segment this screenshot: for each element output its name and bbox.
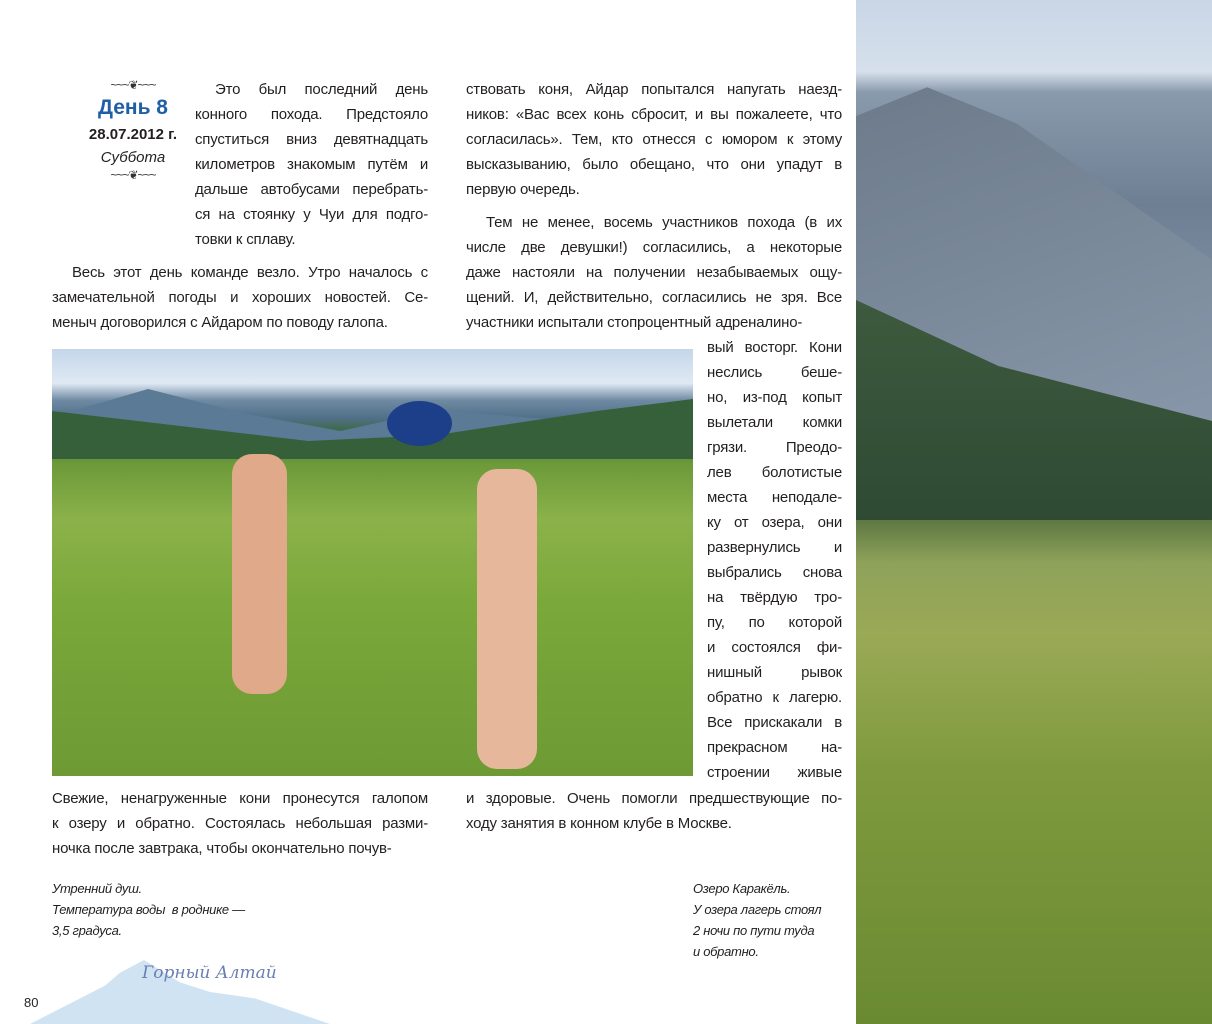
- day-title: День 8: [97, 96, 168, 119]
- text-line: конного похода. Предстояло: [195, 106, 428, 123]
- right-paragraph-1: [466, 77, 842, 202]
- right-paragraph-end: [466, 786, 842, 836]
- text-line: пу, по которой: [707, 614, 842, 631]
- text-line: вый восторг. Кони: [707, 339, 842, 356]
- text-line: замечательной погоды и хороших новостей. Се-: [52, 289, 428, 306]
- photo-morning-shower: [52, 349, 693, 776]
- text-line: Тем не менее, восемь участников похода (в их: [486, 214, 842, 231]
- text-line: даже настояли на получении незабываемых ощу-: [466, 264, 842, 281]
- text-line: неслись беше-: [707, 364, 842, 381]
- text-line: обратно к лагерю.: [707, 689, 842, 706]
- caption-line: 3,5 градуса.: [52, 923, 122, 938]
- ornament-top-icon: ~~~❦~~~: [110, 78, 156, 92]
- text-line: первую очередь.: [466, 181, 580, 198]
- text-line: товки к сплаву.: [195, 231, 296, 248]
- text-line: вылетали комки: [707, 414, 842, 431]
- caption-line: 2 ночи по пути туда: [693, 923, 815, 938]
- logo-text: Горный Алтай: [142, 963, 277, 983]
- day-header: [78, 78, 188, 182]
- caption-line: Утренний душ.: [52, 881, 142, 896]
- text-line: числе две девушки!) согласились, а некоторые: [466, 239, 842, 256]
- text-line: но, из-под копыт: [707, 389, 842, 406]
- man-left: [232, 454, 287, 694]
- text-line: Весь этот день команде везло. Утро началось с: [72, 264, 428, 281]
- text-line: ствовать коня, Айдар попытался напугать наезд-: [466, 81, 842, 98]
- ornament-bottom-icon: ~~~❦~~~: [110, 168, 156, 182]
- bucket: [387, 401, 452, 446]
- caption-line: У озера лагерь стоял: [693, 902, 822, 917]
- day-weekday: Суббота: [100, 149, 166, 166]
- caption-right: [693, 878, 821, 962]
- text-line: щений. И, действительно, согласились не зря. Все: [466, 289, 842, 306]
- page-number: 80: [24, 995, 39, 1010]
- text-line: прекрасном на-: [707, 739, 842, 756]
- text-line: выбрались снова: [707, 564, 842, 581]
- caption-line: Температура воды в роднике —: [52, 902, 245, 917]
- text-line: ходу занятия в конном клубе в Москве.: [466, 815, 732, 832]
- text-line: Все прискакали в: [707, 714, 842, 731]
- text-line: и здоровые. Очень помогли предшествующие по-: [466, 790, 842, 807]
- intro-paragraph: [195, 77, 428, 252]
- right-narrow-column: [707, 335, 842, 785]
- paragraph-2: [52, 260, 428, 335]
- text-line: Свежие, ненагруженные кони пронесутся галопом: [52, 790, 428, 807]
- day-date: 28.07.2012 г.: [88, 126, 178, 143]
- text-line: развернулись и: [707, 539, 842, 556]
- caption-line: и обратно.: [693, 944, 759, 959]
- text-line: дальше автобусами перебрать-: [195, 181, 428, 198]
- text-line: Это был последний день: [215, 81, 428, 98]
- text-line: согласилась». Тем, кто отнесся с юмором к этому: [466, 131, 842, 148]
- caption-line: Озеро Каракёль.: [693, 881, 791, 896]
- text-line: на твёрдую тро-: [707, 589, 842, 606]
- text-line: спуститься вниз девятнадцать: [195, 131, 428, 148]
- text-line: ночка после завтрака, чтобы окончательно почув-: [52, 840, 392, 857]
- text-line: к озеру и обратно. Состоялась небольшая разми-: [52, 815, 428, 832]
- text-line: строении живые: [707, 764, 842, 781]
- text-line: нишный рывок: [707, 664, 842, 681]
- text-line: и состоялся фи-: [707, 639, 842, 656]
- right-paragraph-2: [466, 210, 842, 335]
- text-line: лев болотистые: [707, 464, 842, 481]
- photo-lake-karakel: [856, 0, 1212, 1024]
- text-line: ников: «Вас всех конь сбросит, и вы пожалеете, что: [466, 106, 842, 123]
- text-line: ся на стоянку у Чуи для подго-: [195, 206, 428, 223]
- text-line: километров знакомым путём и: [195, 156, 428, 173]
- text-line: ку от озера, они: [707, 514, 842, 531]
- man-right: [477, 469, 537, 769]
- text-line: участники испытали стопроцентный адреналино-: [466, 314, 803, 331]
- text-line: грязи. Преодо-: [707, 439, 842, 456]
- paragraph-3: [52, 786, 428, 861]
- caption-left: [52, 878, 245, 941]
- text-line: высказыванию, было обещано, что они упадут в: [466, 156, 842, 173]
- text-line: места неподале-: [707, 489, 842, 506]
- text-line: меныч договорился с Айдаром по поводу галопа.: [52, 314, 388, 331]
